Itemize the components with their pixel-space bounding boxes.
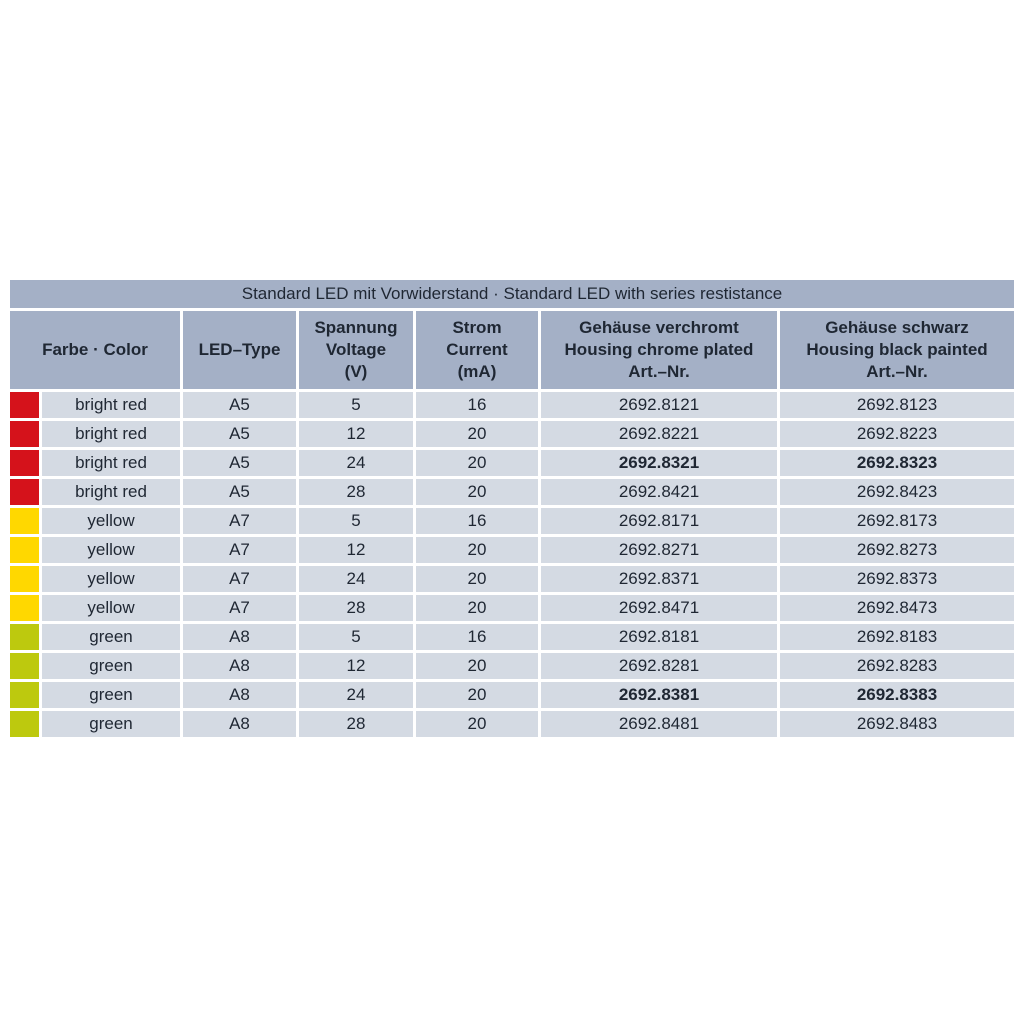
color-cell [10,566,180,592]
art-chrome-cell: 2692.8321 [541,450,777,476]
color-swatch [10,682,42,708]
color-cell [10,508,180,534]
header-line: LED–Type [198,339,281,359]
voltage-cell: 24 [299,450,413,476]
art-chrome-cell: 2692.8271 [541,537,777,563]
table-row [10,450,1014,476]
header-line: Farbe · Color [42,339,148,359]
led-type-cell: A7 [183,508,296,534]
led-type-cell: A5 [183,392,296,418]
current-cell: 16 [416,624,538,650]
art-chrome-cell: 2692.8221 [541,421,777,447]
current-cell: 20 [416,450,538,476]
art-black-cell: 2692.8173 [780,508,1014,534]
voltage-cell: 5 [299,624,413,650]
art-chrome-cell: 2692.8181 [541,624,777,650]
voltage-cell: 28 [299,479,413,505]
table-row [10,682,1014,708]
color-swatch [10,624,42,650]
voltage-cell: 12 [299,421,413,447]
color-cell [10,711,180,737]
color-swatch [10,479,42,505]
voltage-cell: 12 [299,537,413,563]
current-cell: 16 [416,508,538,534]
table-row [10,653,1014,679]
art-black-cell: 2692.8223 [780,421,1014,447]
color-swatch [10,508,42,534]
art-black-cell: 2692.8183 [780,624,1014,650]
color-label: bright red [75,453,147,472]
led-type-cell: A7 [183,595,296,621]
art-black-cell: 2692.8383 [780,682,1014,708]
current-cell: 20 [416,682,538,708]
header-line: Art.–Nr. [866,362,928,382]
color-swatch [10,421,42,447]
led-type-cell: A8 [183,682,296,708]
art-chrome-cell: 2692.8121 [541,392,777,418]
art-chrome-cell: 2692.8281 [541,653,777,679]
art-chrome-cell: 2692.8421 [541,479,777,505]
led-type-cell: A7 [183,566,296,592]
led-type-cell: A7 [183,537,296,563]
art-chrome-cell: 2692.8371 [541,566,777,592]
header-farbe-color [10,311,180,389]
color-label: green [89,714,133,733]
color-cell [10,450,180,476]
color-cell [10,392,180,418]
art-black-cell: 2692.8323 [780,450,1014,476]
table-row [10,566,1014,592]
art-chrome-cell: 2692.8171 [541,508,777,534]
header-led-type [183,311,296,389]
header-line: Housing chrome plated [564,339,754,359]
art-chrome-cell: 2692.8471 [541,595,777,621]
led-product-table [10,280,1014,737]
current-cell: 20 [416,595,538,621]
current-cell: 20 [416,653,538,679]
art-chrome-cell: 2692.8481 [541,711,777,737]
voltage-cell: 28 [299,711,413,737]
header-line: (mA) [457,362,497,382]
color-label: yellow [87,569,135,588]
table-title: Standard LED mit Vorwiderstand · Standard LED with series restistance [10,280,1014,308]
header-line: Gehäuse verchromt [579,317,739,337]
color-label: green [89,627,133,646]
color-cell [10,682,180,708]
art-black-cell: 2692.8423 [780,479,1014,505]
table-row [10,479,1014,505]
led-type-cell: A8 [183,711,296,737]
voltage-cell: 5 [299,392,413,418]
led-type-cell: A8 [183,653,296,679]
color-label: yellow [87,598,135,617]
table-row [10,537,1014,563]
header-line: Art.–Nr. [628,362,690,382]
color-cell [10,537,180,563]
color-swatch [10,595,42,621]
voltage-cell: 24 [299,566,413,592]
current-cell: 20 [416,537,538,563]
art-black-cell: 2692.8473 [780,595,1014,621]
color-label: bright red [75,424,147,443]
led-type-cell: A5 [183,421,296,447]
table-row [10,624,1014,650]
color-label: bright red [75,395,147,414]
voltage-cell: 12 [299,653,413,679]
header-housing-black-artnr [780,311,1014,389]
table-row [10,392,1014,418]
current-cell: 20 [416,479,538,505]
art-black-cell: 2692.8273 [780,537,1014,563]
current-cell: 20 [416,566,538,592]
current-cell: 20 [416,421,538,447]
table-row [10,508,1014,534]
table-row [10,711,1014,737]
current-cell: 20 [416,711,538,737]
art-black-cell: 2692.8373 [780,566,1014,592]
led-type-cell: A5 [183,450,296,476]
voltage-cell: 28 [299,595,413,621]
table-header-row [10,311,1014,389]
color-swatch [10,392,42,418]
art-black-cell: 2692.8123 [780,392,1014,418]
header-line: Strom [452,317,502,337]
art-black-cell: 2692.8483 [780,711,1014,737]
header-spannung-voltage [299,311,413,389]
header-line: Spannung [314,317,398,337]
header-line: Gehäuse schwarz [825,317,969,337]
color-label: green [89,685,133,704]
header-line: (V) [344,362,368,382]
color-label: green [89,656,133,675]
table-body [10,392,1014,737]
art-black-cell: 2692.8283 [780,653,1014,679]
current-cell: 16 [416,392,538,418]
header-strom-current [416,311,538,389]
voltage-cell: 24 [299,682,413,708]
color-label: yellow [87,511,135,530]
voltage-cell: 5 [299,508,413,534]
color-cell [10,479,180,505]
table-row [10,595,1014,621]
led-type-cell: A5 [183,479,296,505]
art-chrome-cell: 2692.8381 [541,682,777,708]
color-label: yellow [87,540,135,559]
color-swatch [10,450,42,476]
color-swatch [10,566,42,592]
color-cell [10,653,180,679]
color-cell [10,421,180,447]
color-label: bright red [75,482,147,501]
color-swatch [10,653,42,679]
header-line: Current [446,339,508,359]
color-cell [10,624,180,650]
color-swatch [10,711,42,737]
header-line: Housing black painted [806,339,988,359]
color-swatch [10,537,42,563]
table-row [10,421,1014,447]
header-housing-chrome-artnr [541,311,777,389]
color-cell [10,595,180,621]
header-line: Voltage [325,339,387,359]
led-type-cell: A8 [183,624,296,650]
